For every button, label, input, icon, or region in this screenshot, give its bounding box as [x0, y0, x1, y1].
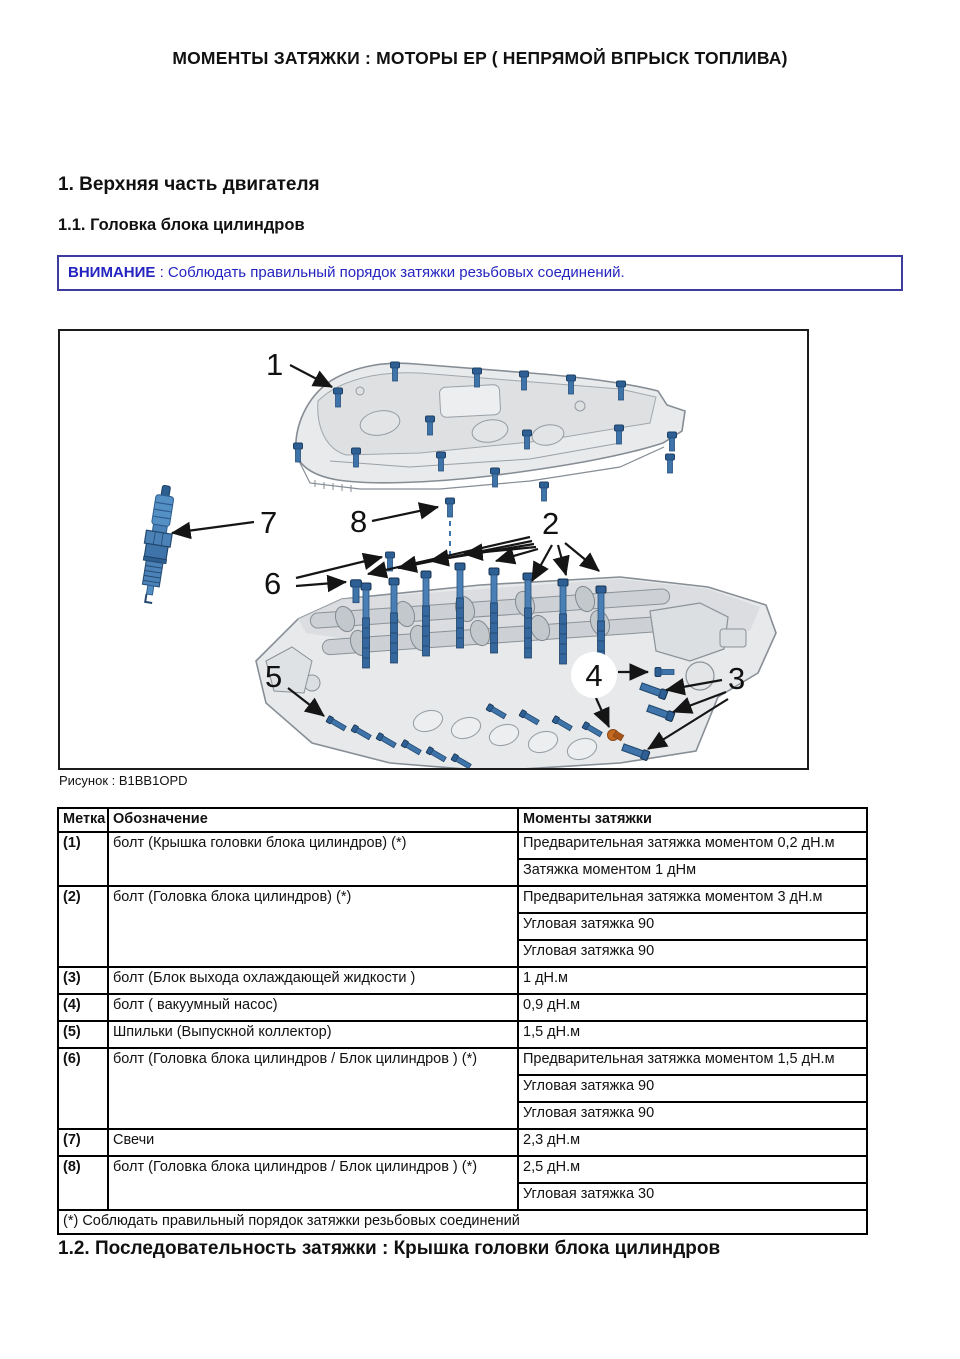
row-label: (4): [58, 994, 108, 1021]
spark-plug: [135, 484, 179, 605]
row-torque-value: Угловая затяжка 90: [518, 940, 867, 967]
callout-1-label: 1: [266, 347, 284, 382]
section-1-2-heading: 1.2. Последовательность затяжки : Крышка головки блока цилиндров: [58, 1238, 721, 1259]
valve-cover: [294, 362, 686, 501]
callout-7-label: 7: [260, 505, 278, 540]
row-designation: болт (Блок выхода охлаждающей жидкости ): [108, 967, 518, 994]
torque-table-body: [58, 832, 867, 1234]
callout-5-label: 5: [265, 659, 283, 694]
row-label: (5): [58, 1021, 108, 1048]
table-row: [58, 994, 867, 1021]
callout-4-label: 4: [585, 658, 603, 693]
table-footnote: (*) Соблюдать правильный порядок затяжки резьбовых соединений: [58, 1210, 867, 1234]
row-designation: болт (Головка блока цилиндров / Блок цилиндров ) (*): [108, 1048, 518, 1129]
engine-diagram: [60, 331, 807, 768]
row-label: (8): [58, 1156, 108, 1210]
table-row: [58, 1021, 867, 1048]
header-designation: Обозначение: [108, 808, 518, 832]
table-row: [58, 832, 867, 859]
row-designation: болт (Головка блока цилиндров / Блок цилиндров ) (*): [108, 1156, 518, 1210]
row-designation: болт (Головка блока цилиндров) (*): [108, 886, 518, 967]
row-label: (2): [58, 886, 108, 967]
cover-center-bolt: [446, 498, 455, 517]
row-torque-value: Угловая затяжка 90: [518, 1102, 867, 1129]
row-designation: болт ( вакуумный насос): [108, 994, 518, 1021]
callout-8-line: [372, 507, 438, 521]
callout-8-label: 8: [350, 504, 368, 539]
row-designation: Шпильки (Выпускной коллектор): [108, 1021, 518, 1048]
row-torque-value: Предварительная затяжка моментом 1,5 дН.м: [518, 1048, 867, 1075]
table-row: [58, 1048, 867, 1075]
row-torque-value: Угловая затяжка 30: [518, 1183, 867, 1210]
row-torque-value: 1,5 дН.м: [518, 1021, 867, 1048]
header-label: Метка: [58, 808, 108, 832]
row-designation: Свечи: [108, 1129, 518, 1156]
table-footnote-row: [58, 1210, 867, 1234]
row-label: (7): [58, 1129, 108, 1156]
callout-6-line-b: [296, 582, 346, 586]
section-1-1-heading: 1.1. Головка блока цилиндров: [58, 216, 305, 234]
row-designation: болт (Крышка головки блока цилиндров) (*): [108, 832, 518, 886]
table-row: [58, 967, 867, 994]
warning-box: [57, 255, 903, 291]
section-1-heading: 1. Верхняя часть двигателя: [58, 174, 320, 195]
row-label: (1): [58, 832, 108, 886]
callout-7-line: [172, 522, 254, 533]
table-row: [58, 886, 867, 913]
row-torque-value: Угловая затяжка 90: [518, 913, 867, 940]
row-torque-value: Предварительная затяжка моментом 3 дН.м: [518, 886, 867, 913]
row-torque-value: 2,5 дН.м: [518, 1156, 867, 1183]
row-torque-value: 2,3 дН.м: [518, 1129, 867, 1156]
cylinder-head: [256, 552, 776, 768]
header-torques: Моменты затяжки: [518, 808, 867, 832]
table-row: [58, 1156, 867, 1183]
row-torque-value: 1 дН.м: [518, 967, 867, 994]
callout-3-label: 3: [728, 661, 746, 696]
warning-label: ВНИМАНИЕ: [68, 264, 156, 281]
torque-table: [57, 807, 868, 1235]
row-label: (6): [58, 1048, 108, 1129]
callout-6-label: 6: [264, 566, 282, 601]
figure-box: [58, 329, 809, 770]
row-torque-value: Предварительная затяжка моментом 0,2 дН.м: [518, 832, 867, 859]
row-label: (3): [58, 967, 108, 994]
table-header-row: [58, 808, 867, 832]
figure-caption: Рисунок : B1BB1OPD: [59, 773, 188, 788]
page-title: МОМЕНТЫ ЗАТЯЖКИ : МОТОРЫ EP ( НЕПРЯМОЙ ВПРЫСК ТОПЛИВА): [172, 48, 788, 68]
table-row: [58, 1129, 867, 1156]
row-torque-value: 0,9 дН.м: [518, 994, 867, 1021]
warning-text: : Соблюдать правильный порядок затяжки резьбовых соединений.: [155, 264, 625, 281]
callout-2-label: 2: [542, 506, 560, 541]
row-torque-value: Затяжка моментом 1 дНм: [518, 859, 867, 886]
row-torque-value: Угловая затяжка 90: [518, 1075, 867, 1102]
callout-1-line: [290, 365, 332, 387]
